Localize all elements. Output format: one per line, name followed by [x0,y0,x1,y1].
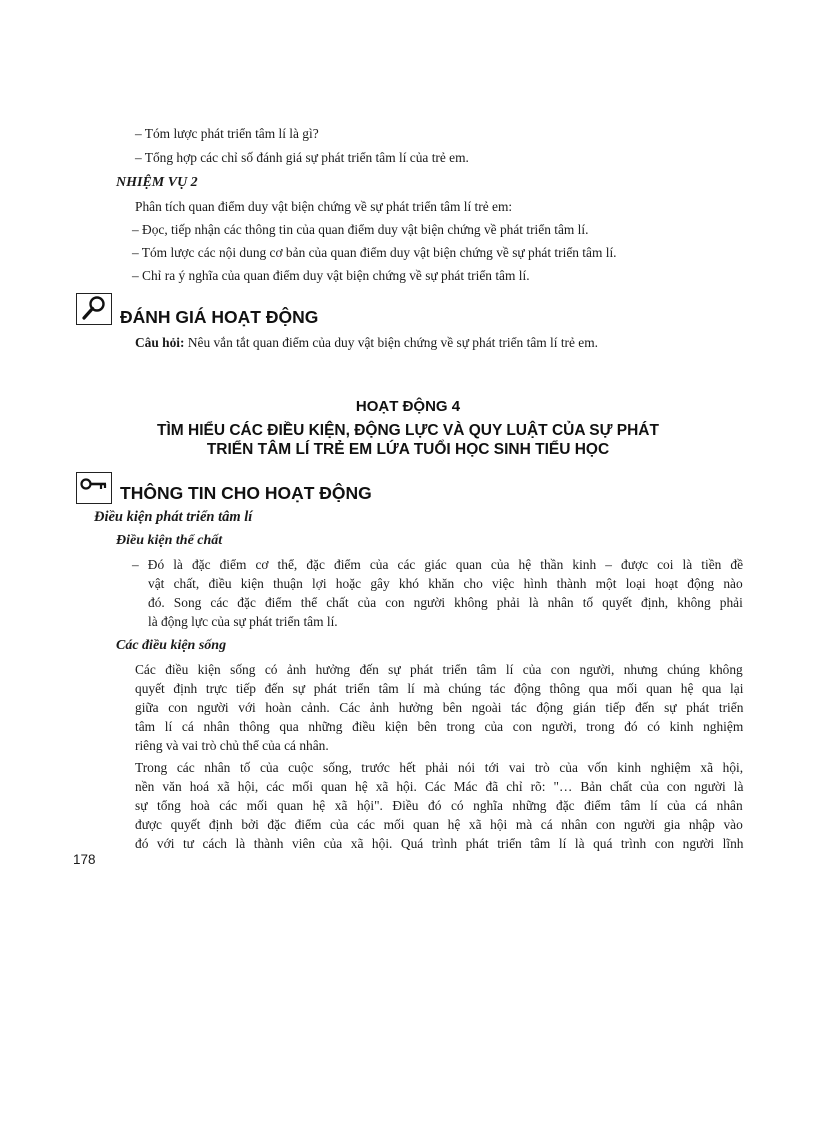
living-p2-line-1: Trong các nhân tố của cuộc sống, trước hết phải nói tới vai trò của vốn kinh nghiệm xã hội, [135,760,744,775]
info-title: THÔNG TIN CHO HOẠT ĐỘNG [120,483,372,503]
question-text: Nêu vắn tắt quan điểm của duy vật biện chứng về sự phát triển tâm lí trẻ em. [184,335,598,350]
living-p1-line-2: quyết định trực tiếp đến sự phát triển tâm lí mà chúng tác động thông qua mối quan hệ qua lại [135,681,744,696]
living-p2-line-5: đó với tư cách là thành viên của xã hội. Quá trình phát triển tâm lí là quá trình con người lĩnh [135,836,744,851]
magnifier-icon [76,293,112,325]
task2-intro: Phân tích quan điểm duy vật biện chứng về sự phát triển tâm lí trẻ em: [135,199,513,214]
question-label: Câu hỏi: [135,335,185,350]
section-title: Điều kiện phát triển tâm lí [94,509,253,525]
task1-bullet-2: – Tổng hợp các chỉ số đánh giá sự phát triển tâm lí của trẻ em. [135,150,469,165]
living-p1-line-4: tâm lí cá nhân thông qua những điều kiện bên trong của con người, trong đó có kinh nghiệm [135,719,744,734]
key-icon [76,472,112,504]
living-p2-line-3: sự tổng hoà các mối quan hệ xã hội". Điều đó có nghĩa những đặc điểm tâm lí của cá nhân [135,798,743,813]
living-p2-line-2: nền văn hoá xã hội, các mối quan hệ xã hội. Các Mác đã chỉ rõ: "… Bản chất của con người là [135,779,744,794]
evaluation-question [135,334,598,351]
physical-title: Điều kiện thể chất [116,533,223,548]
evaluation-title: ĐÁNH GIÁ HOẠT ĐỘNG [120,307,319,327]
activity4-title-line1: TÌM HIỂU CÁC ĐIỀU KIỆN, ĐỘNG LỰC VÀ QUY LUẬT CỦA SỰ PHÁT [157,422,659,439]
task2-bullet-1: – Đọc, tiếp nhận các thông tin của quan điểm duy vật biện chứng về phát triển tâm lí. [132,222,589,237]
task1-bullet-1: – Tóm lược phát triển tâm lí là gì? [135,126,319,141]
physical-line-1: – Đó là đặc điểm cơ thể, đặc điểm của các giác quan của hệ thần kinh – được coi là tiền đề [132,557,744,572]
activity4-title-line2: TRIỂN TÂM LÍ TRẺ EM LỨA TUỔI HỌC SINH TIỂU HỌC [206,441,610,458]
task2-bullet-2: – Tóm lược các nội dung cơ bản của quan điểm duy vật biện chứng về sự phát triển tâm lí. [132,245,617,260]
living-p1-line-1: Các điều kiện sống có ảnh hưởng đến sự phát triển tâm lí của con người, nhưng chúng không [135,662,743,677]
physical-line-4: là động lực của sự phát triển tâm lí. [148,614,338,629]
task2-bullet-3: – Chỉ ra ý nghĩa của quan điểm duy vật biện chứng về sự phát triển tâm lí. [132,268,530,283]
activity4-label: HOẠT ĐỘNG 4 [355,398,461,415]
physical-line-3: đó. Song các đặc điểm thể chất của con người không phải là nhân tố quyết định, không phải [148,595,743,610]
physical-line-2: vật chất, điều kiện thuận lợi hoặc gây khó khăn cho việc hình thành một loại hoạt động nào [148,576,743,591]
page-number: 178 [73,852,96,867]
living-p1-line-5: riêng và vai trò chủ thể của cá nhân. [135,738,329,753]
living-p2-line-4: được quyết định bởi đặc điểm của các mối quan hệ xã hội mà cá nhân con người gia nhập vào [135,817,743,832]
living-title: Các điều kiện sống [116,638,227,653]
living-p1-line-3: giữa con người với hoàn cảnh. Các ảnh hưởng bên ngoài tác động gián tiếp đến sự phát triển [135,700,744,715]
task2-title: NHIỆM VỤ 2 [116,175,198,190]
